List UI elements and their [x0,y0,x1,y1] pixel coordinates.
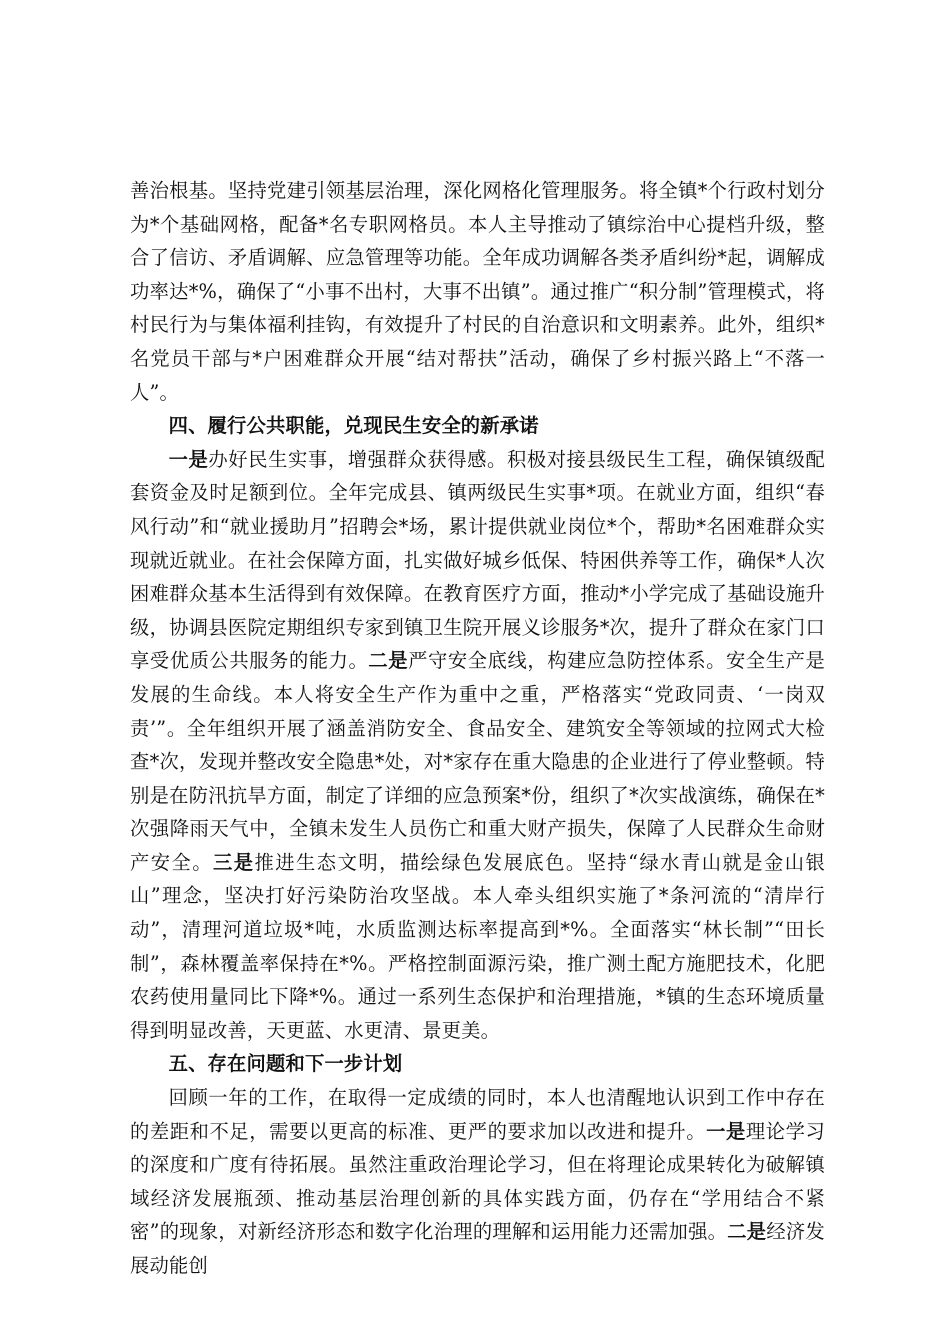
paragraph-text: 善治根基。坚持党建引领基层治理，深化网格化管理服务。将全镇*个行政村划分为*个基础网格，配备*名专职网格员。本人主导推动了镇综治中心提档升级，整合了信访、矛盾调解、应急管理等功能。全年成功调解各类矛盾纠纷*起，调解成功率达*%，确保了“小事不出村，大事不出镇”。通过推广“积分制”管理模式，将村民行为与集体福利挂钩，有效提升了村民的自治意识和文明素养。此外，组织*名党员干部与*户困难群众开展“结对帮扶”活动，确保了乡村振兴路上“不落一人”。 [130,179,825,404]
document-page [130,174,825,1283]
paragraph-text: 办好民生实事，增强群众获得感。积极对接县级民生工程，确保镇级配套资金及时足额到位。全年完成县、镇两级民生实事*项。在就业方面，组织“春风行动”和“就业援助月”招聘会*场，累计提供就业岗位*个，帮助*名困难群众实现就近就业。在社会保障方面，扎实做好城乡低保、特困供养等工作，确保*人次困难群众基本生活得到有效保障。在教育医疗方面，推动*小学完成了基础设施升级，协调县医院定期组织专家到镇卫生院开展义诊服务*次，提升了群众在家门口享受优质公共服务的能力。 [130,447,825,673]
paragraph-text: 理论学习的深度和广度有待拓展。虽然注重政治理论学习，但在将理论成果转化为破解镇域经济发展瓶颈、推动基层治理创新的具体实践方面，仍存在“学用结合不紧密”的现象，对新经济形态和数字化治理的理解和运用能力还需加强。 [130,1119,826,1244]
paragraph-governance [130,174,825,409]
paragraph-public-duties [130,443,825,1048]
lead-marker: 一是 [168,447,209,471]
paragraph-text: 经济发展动能创 [130,1220,825,1277]
paragraph-text: 回顾一年的工作，在取得一定成绩的同时，本人也清醒地认识到工作中存在的差距和不足，需要以更高的标准、更严的要求加以改进和提升。 [130,1086,825,1143]
section-heading-4: 四、履行公共职能，兑现民生安全的新承诺 [168,414,539,438]
paragraph-text: 推进生态文明，描绘绿色发展底色。坚持“绿水青山就是金山银山”理念，坚决打好污染防治攻坚战。本人牵头组织实施了*条河流的“清岸行动”，清理河道垃圾*吨，水质监测达标率提高到*%。全面落实“林长制”“田长制”，森林覆盖率保持在*%。严格控制面源污染，推广测土配方施肥技术，化肥农药使用量同比下降*%。通过一系列生态保护和治理措施，*镇的生态环境质量得到明显改善，天更蓝、水更清、景更美。 [130,850,825,1042]
paragraph-problems [130,1081,825,1283]
lead-marker: 一是 [706,1119,746,1143]
lead-marker: 三是 [213,850,255,874]
paragraph-text: 严守安全底线，构建应急防控体系。安全生产是发展的生命线。本人将安全生产作为重中之重，严格落实“党政同责、‘一岗双责’”。全年组织开展了涵盖消防安全、食品安全、建筑安全等领域的拉网式大检查*次，发现并整改安全隐患*处，对*家存在重大隐患的企业进行了停业整顿。特别是在防汛抗旱方面，制定了详细的应急预案*份，组织了*次实战演练，确保在*次强降雨天气中，全镇未发生人员伤亡和重大财产损失，保障了人民群众生命财产安全。 [130,649,826,874]
lead-marker: 二是 [727,1220,767,1244]
section-heading-5: 五、存在问题和下一步计划 [168,1052,403,1076]
lead-marker: 二是 [368,649,409,673]
